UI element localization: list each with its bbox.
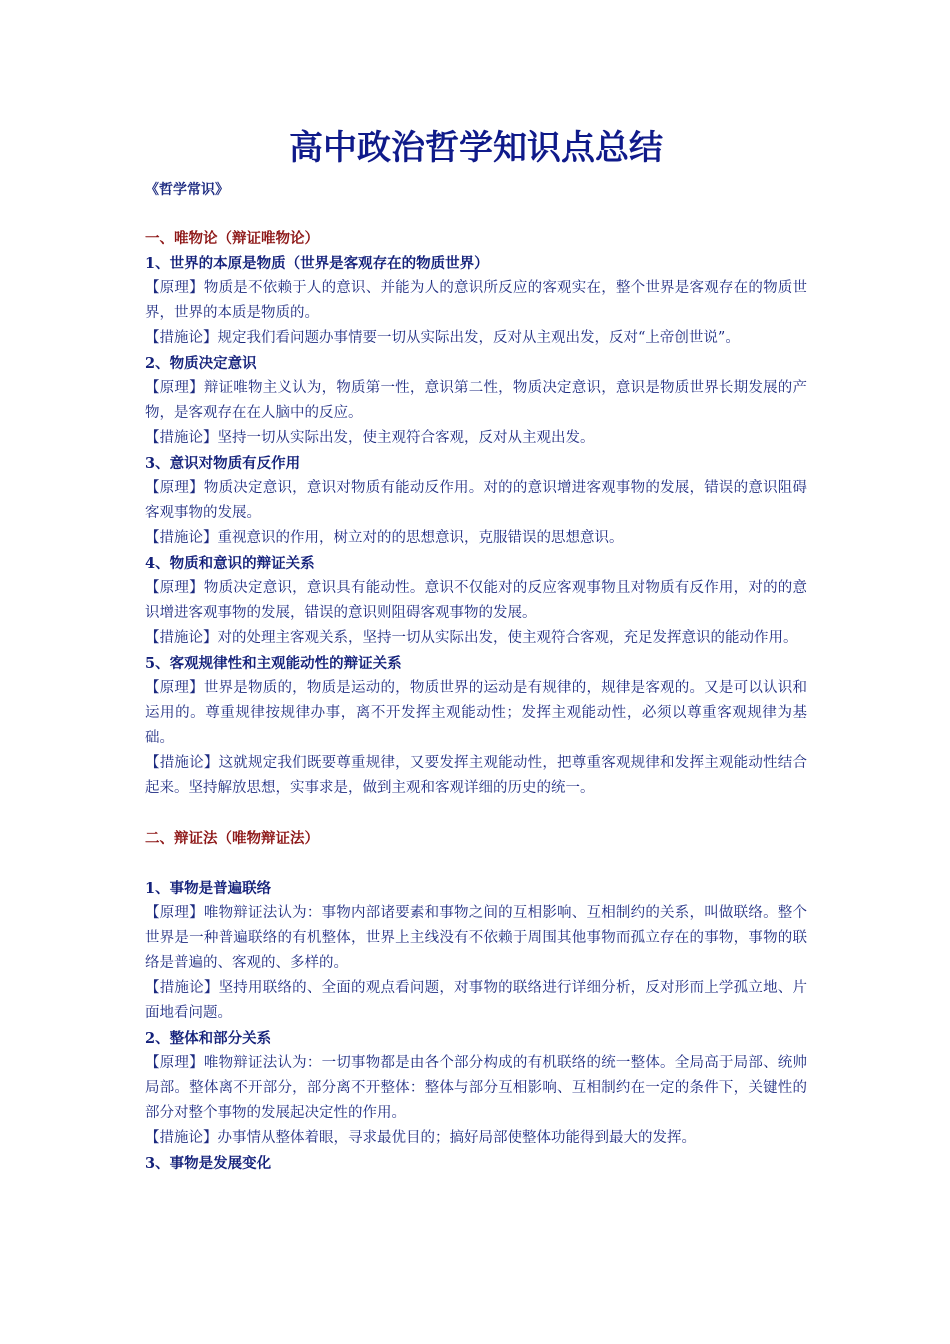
- document-subtitle: 《哲学常识》: [145, 182, 229, 198]
- principle-paragraph: 【原理】物质是不依赖于人的意识、并能为人的意识所反应的客观实在，整个世界是客观存在的物质世界，世界的本质是物质的。: [145, 280, 807, 321]
- item-heading: 1、世界的本原是物质（世界是客观存在的物质世界）: [145, 255, 489, 272]
- item-heading: 5、客观规律性和主观能动性的辩证关系: [145, 655, 402, 672]
- item-heading: 3、事物是发展变化: [145, 1155, 272, 1172]
- principle-paragraph: 【原理】世界是物质的，物质是运动的，物质世界的运动是有规律的，规律是客观的。又是可以认识和运用的。尊重规律按规律办事，离不开发挥主观能动性；发挥主观能动性，必须以尊重客观规律为基础。: [145, 680, 807, 746]
- principle-paragraph: 【原理】物质决定意识，意识具有能动性。意识不仅能对的反应客观事物且对物质有反作用，对的的意识增进客观事物的发展，错误的意识则阻碍客观事物的发展。: [145, 580, 807, 621]
- section-heading-materialism: 一、唯物论（辩证唯物论）: [145, 230, 319, 247]
- method-paragraph: 【措施论】重视意识的作用，树立对的的思想意识，克服错误的思想意识。: [145, 530, 624, 546]
- principle-paragraph: 【原理】唯物辩证法认为：一切事物都是由各个部分构成的有机联络的统一整体。全局高于局部、统帅局部。整体离不开部分，部分离不开整体：整体与部分互相影响、互相制约在一定的条件下，关键性的部分对整个事物的发展起决定性的作用。: [145, 1055, 807, 1121]
- item-heading: 2、物质决定意识: [145, 355, 257, 372]
- principle-paragraph: 【原理】物质决定意识，意识对物质有能动反作用。对的的意识增进客观事物的发展，错误的意识阻碍客观事物的发展。: [145, 480, 807, 521]
- item-heading: 4、物质和意识的辩证关系: [145, 555, 315, 572]
- method-paragraph: 【措施论】对的处理主客观关系，坚持一切从实际出发，使主观符合客观，充足发挥意识的能动作用。: [145, 630, 798, 646]
- section-heading-dialectics: 二、辩证法（唯物辩证法）: [145, 830, 319, 847]
- document-title: 高中政治哲学知识点总结: [289, 128, 663, 168]
- item-heading: 2、整体和部分关系: [145, 1030, 272, 1047]
- document-body: [145, 118, 807, 1176]
- item-heading: 3、意识对物质有反作用: [145, 455, 301, 472]
- spacer: [145, 851, 807, 876]
- principle-paragraph: 【原理】唯物辩证法认为：事物内部诸要素和事物之间的互相影响、互相制约的关系，叫做联络。整个世界是一种普遍联络的有机整体，世界上主线没有不依赖于周围其他事物而孤立存在的事物，事物的联络是普遍的、客观的、多样的。: [145, 905, 807, 971]
- method-paragraph: 【措施论】坚持用联络的、全面的观点看问题，对事物的联络进行详细分析，反对形而上学孤立地、片面地看问题。: [145, 980, 807, 1021]
- method-paragraph: 【措施论】规定我们看问题办事情要一切从实际出发，反对从主观出发，反对“上帝创世说”。: [145, 330, 740, 346]
- principle-paragraph: 【原理】辩证唯物主义认为，物质第一性，意识第二性，物质决定意识，意识是物质世界长期发展的产物，是客观存在在人脑中的反应。: [145, 380, 807, 421]
- spacer: [145, 801, 807, 826]
- method-paragraph: 【措施论】坚持一切从实际出发，使主观符合客观，反对从主观出发。: [145, 430, 595, 446]
- method-paragraph: 【措施论】这就规定我们既要尊重规律，又要发挥主观能动性，把尊重客观规律和发挥主观能动性结合起来。坚持解放思想，实事求是，做到主观和客观详细的历史的统一。: [145, 755, 807, 796]
- item-heading: 1、事物是普遍联络: [145, 880, 272, 897]
- method-paragraph: 【措施论】办事情从整体着眼，寻求最优目的；搞好局部使整体功能得到最大的发挥。: [145, 1130, 696, 1146]
